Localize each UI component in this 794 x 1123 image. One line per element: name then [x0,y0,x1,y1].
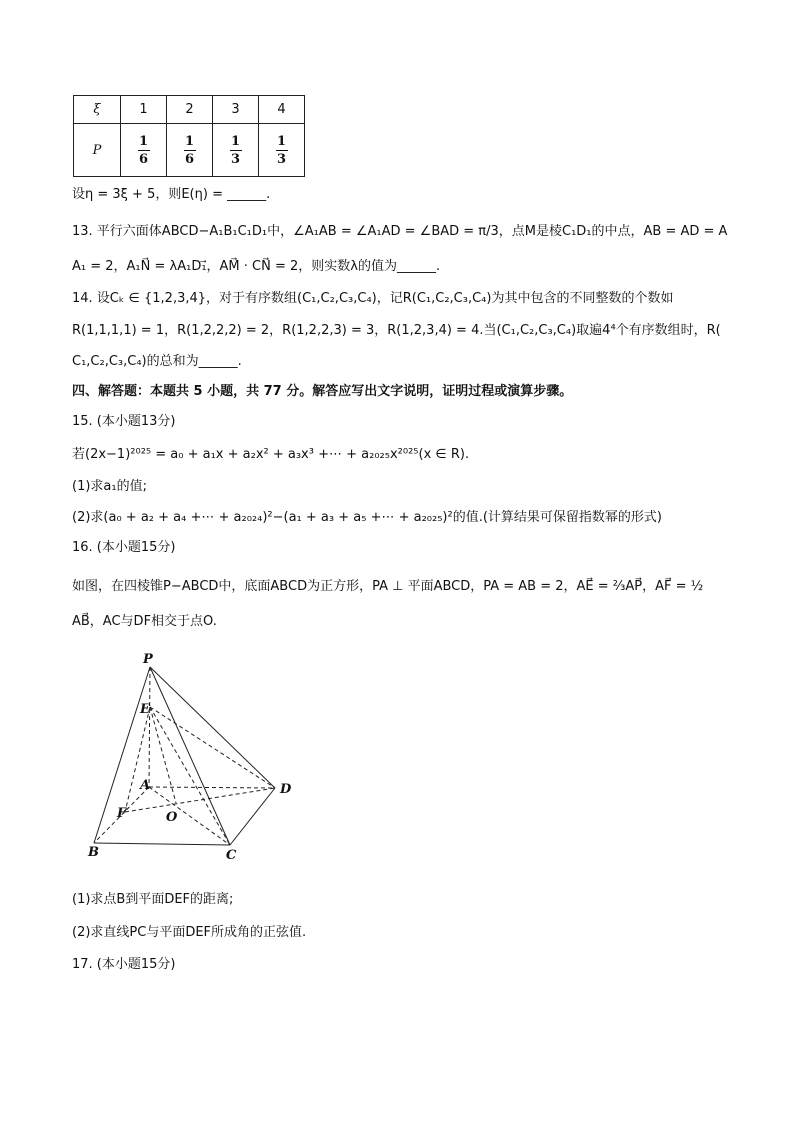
prob-1: $\frac{1}{6}$ [121,124,167,177]
q16-stem-2: AB⃗，AC与DF相交于点O. [72,614,217,629]
section-4-heading: 四、解答题：本题共 5 小题，共 77 分。解答应写出文字说明，证明过程或演算步骤。 [72,384,573,399]
edge-bc [94,843,230,845]
q13-line-2: A₁ = 2，A₁N⃗ = λA₁D₁⃗，AM⃗ · CN⃗ = 2，则实数λ的值为______. [72,259,441,274]
edge-pd [150,667,275,788]
label-c: C [226,848,237,863]
label-e: E [140,702,150,717]
line-ef [125,707,150,812]
q14-line-3: C₁,C₂,C₃,C₄)的总和为______. [72,354,242,369]
label-f: F [117,806,127,821]
label-b: B [88,845,99,860]
q14-line-2: R(1,1,1,1) = 1，R(1,2,2,2) = 2，R(1,2,2,3) = 3，R(1,2,3,4) = 4.当(C₁,C₂,C₃,C₄)取遍4⁴个有序数组时，R( [72,323,721,338]
label-a: A [140,778,151,793]
q12-expectation: 设η = 3ξ + 5，则E(η) = ______. [72,187,271,202]
value-2: 2 [167,96,213,124]
q15-part-2: (2)求(a₀ + a₂ + a₄ +⋯ + a₂₀₂₄)²−(a₁ + a₃ + a₅ +⋯ + a₂₀₂₅)²的值.(计算结果可保留指数幂的形式) [72,510,662,525]
q15-heading: 15. (本小题13分) [72,414,176,429]
edge-cd [230,788,275,845]
value-3: 3 [213,96,259,124]
line-eo [150,707,176,803]
xi-header: ξ [74,96,121,124]
edge-pa [149,667,150,787]
q15-part-1: (1)求a₁的值; [72,479,147,494]
q16-part-1: (1)求点B到平面DEF的距离; [72,892,234,907]
value-4: 4 [259,96,305,124]
probability-distribution-table [73,95,305,177]
q16-part-2: (2)求直线PC与平面DEF所成角的正弦值. [72,925,307,940]
prob-2: $\frac{1}{6}$ [167,124,213,177]
edge-pc [150,667,230,845]
prob-3: $\frac{1}{3}$ [213,124,259,177]
pyramid-figure [80,645,320,865]
q15-stem: 若(2x−1)²⁰²⁵ = a₀ + a₁x + a₂x² + a₃x³ +⋯ + a₂₀₂₅x²⁰²⁵(x ∈ R). [72,447,470,462]
q16-stem-1: 如图，在四棱锥P−ABCD中，底面ABCD为正方形，PA ⊥ 平面ABCD，PA = AB = 2，AE⃗ = ⅔AP⃗，AF⃗ = ½ [72,579,704,594]
label-o: O [166,810,178,825]
line-ec [150,707,230,845]
diag-ac [149,787,230,845]
p-label: P [74,124,121,177]
q16-heading: 16. (本小题15分) [72,540,176,555]
prob-4: $\frac{1}{3}$ [259,124,305,177]
label-d: D [280,782,292,797]
q17-heading: 17. (本小题15分) [72,957,176,972]
value-1: 1 [121,96,167,124]
edge-ad [149,787,275,788]
q13-line-1: 13. 平行六面体ABCD−A₁B₁C₁D₁中，∠A₁AB = ∠A₁AD = ∠BAD = π/3，点M是棱C₁D₁的中点，AB = AD = A [72,224,728,239]
q14-line-1: 14. 设Cₖ ∈ {1,2,3,4}，对于有序数组(C₁,C₂,C₃,C₄)，记R(C₁,C₂,C₃,C₄)为其中包含的不同整数的个数如 [72,291,674,306]
label-p: P [143,652,153,667]
